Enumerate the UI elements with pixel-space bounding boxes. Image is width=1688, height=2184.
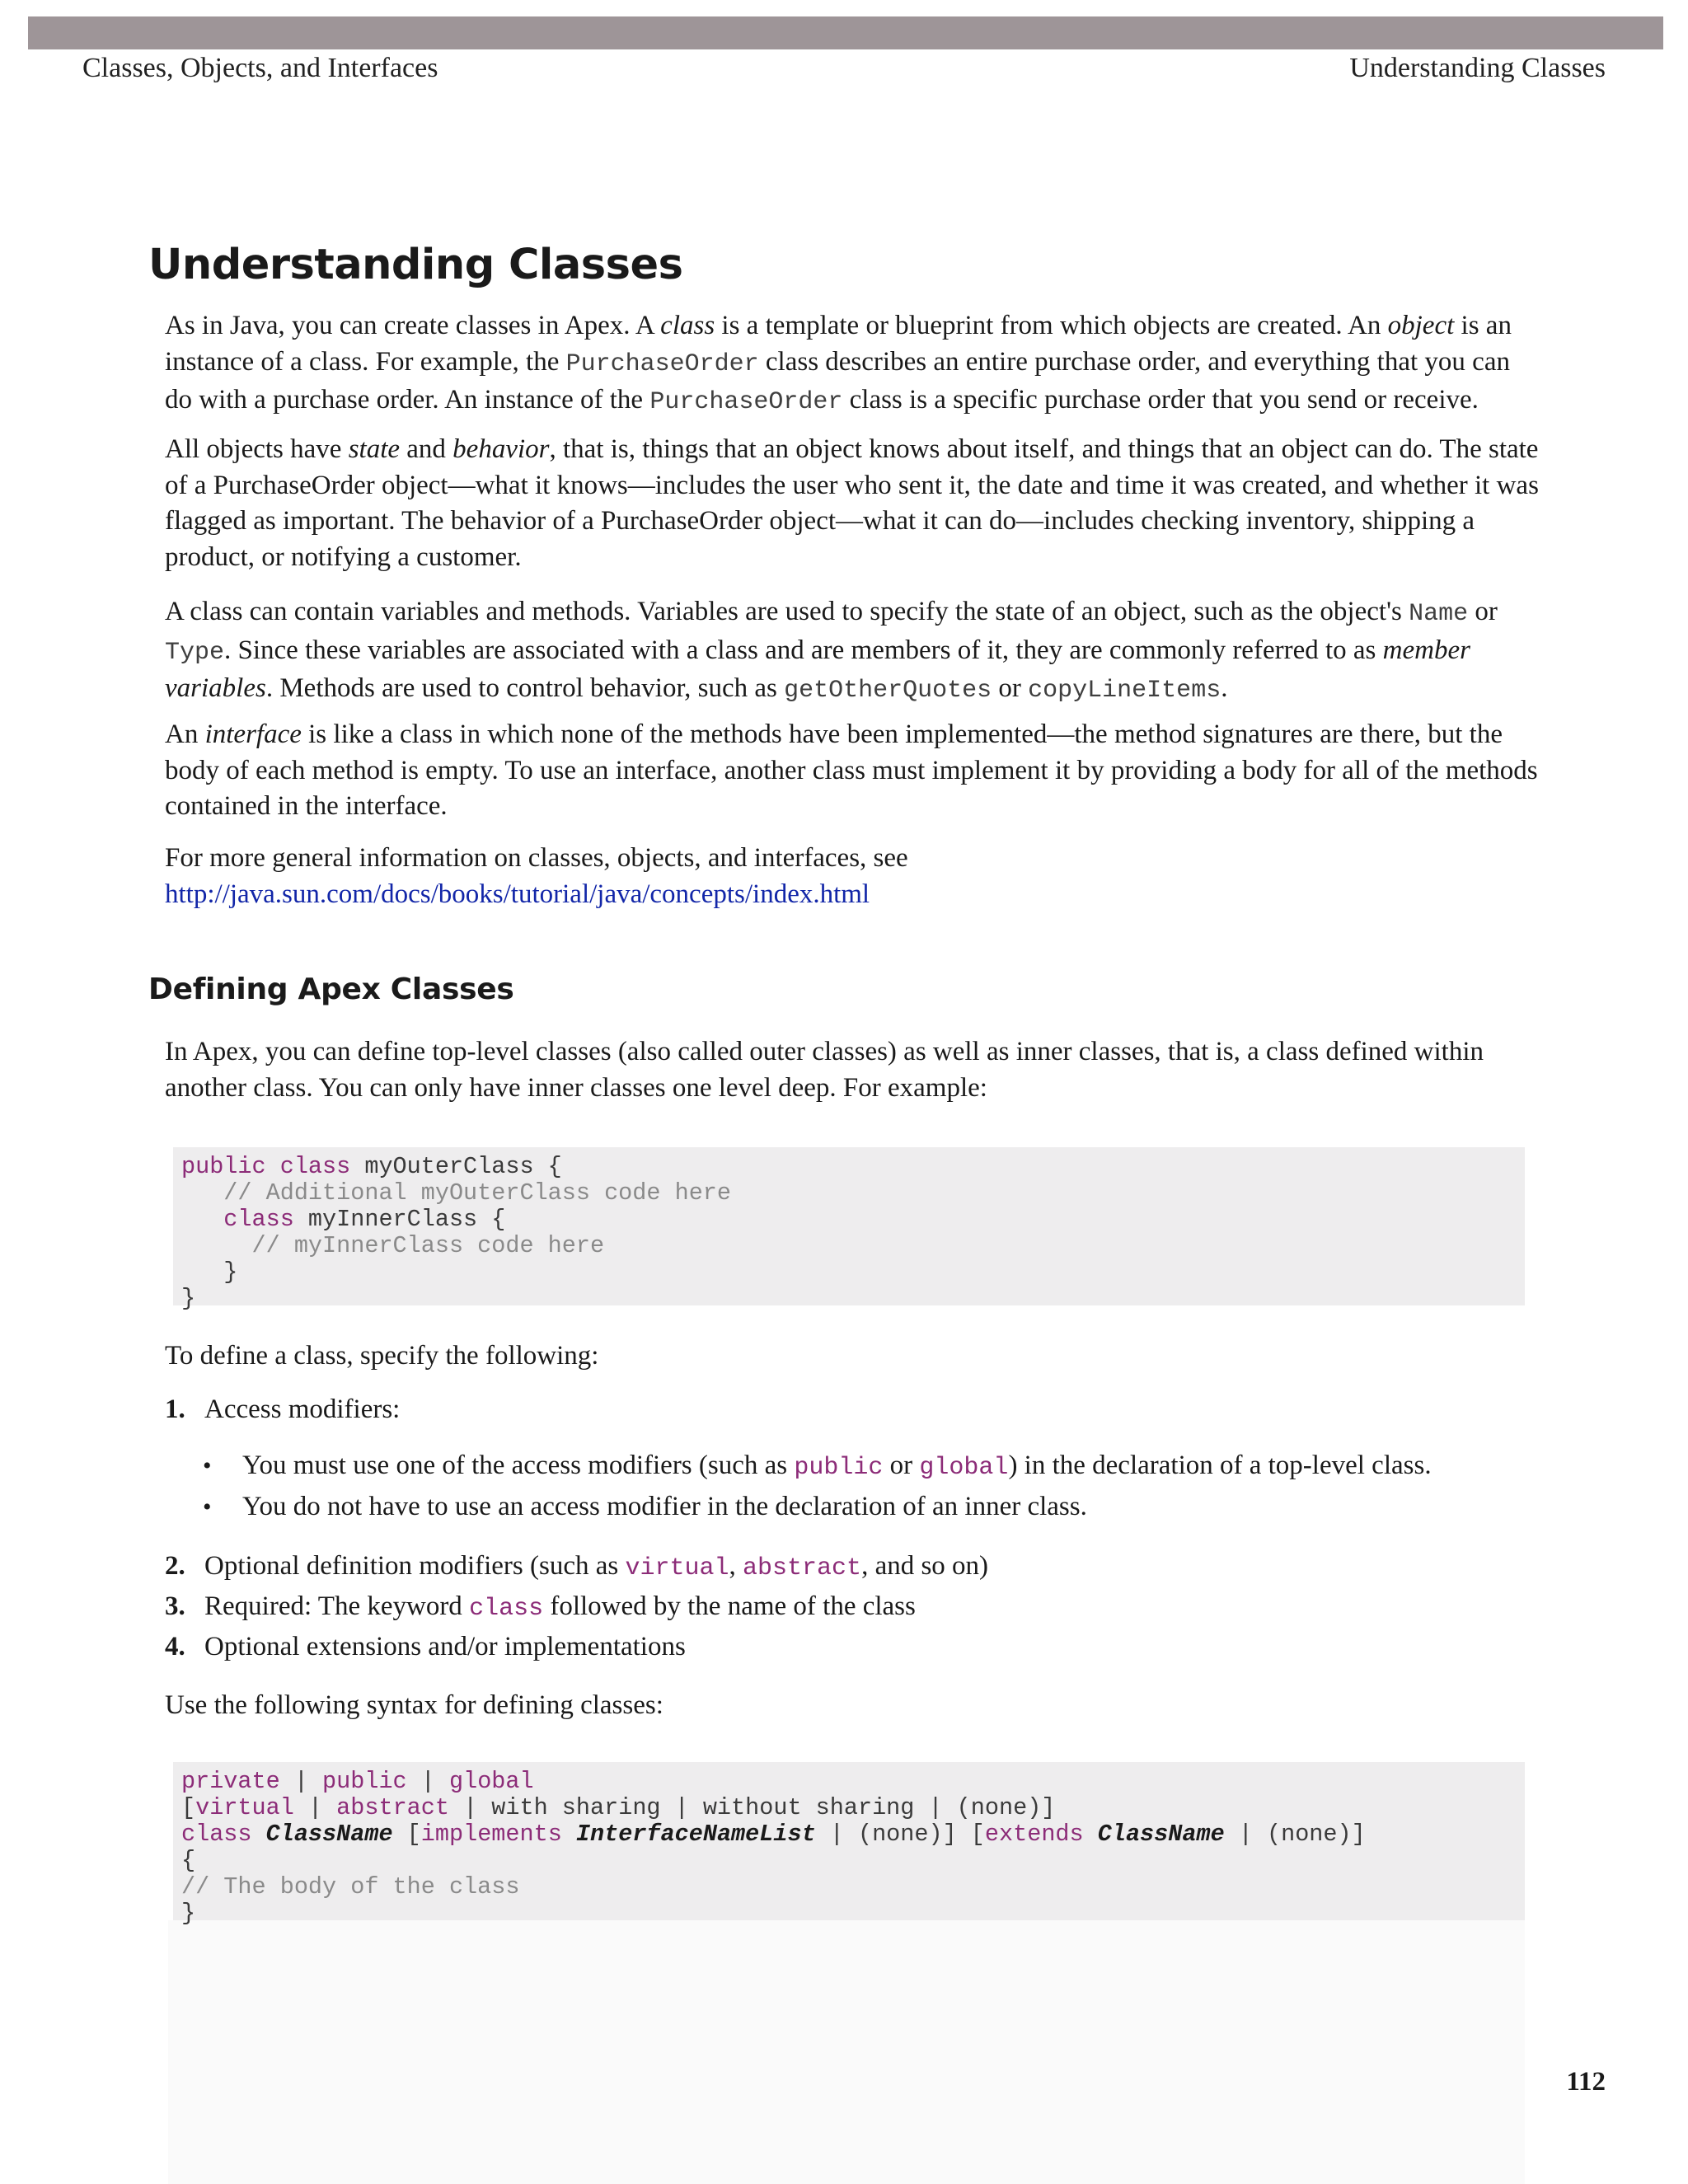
code-type: Type (165, 638, 225, 667)
code-sample-inner-class: public class myOuterClass { // Additional myOuterClass code here class myInnerClass { // myInnerClass code here } } (173, 1147, 1525, 1305)
list-number-4: 4. (165, 1632, 185, 1661)
emphasis-behavior: behavior (452, 434, 550, 464)
list-item-access-modifiers: Access modifiers: (204, 1394, 401, 1424)
defining-paragraph-2: To define a class, specify the following: (165, 1341, 599, 1371)
running-header-chapter: Classes, Objects, and Interfaces (82, 53, 438, 83)
code-purchaseorder-2: PurchaseOrder (649, 388, 843, 416)
section-heading-defining: Defining Apex Classes (148, 972, 514, 1006)
bullet-icon: • (203, 1493, 212, 1521)
intro-paragraph-3: A class can contain variables and methods. Variables are used to specify the state of an object, such as the object's Name or Type. Since these variables are associated with a class and are members of it, they are commonly referred to as member variables. Methods are used to control behavior, such as getOtherQuotes or copyLineItems. (165, 597, 1498, 705)
list-item-definition-modifiers: Optional definition modifiers (such as virtual, abstract, and so on) (204, 1551, 989, 1582)
emphasis-member-variables: member variables (165, 635, 1470, 703)
list-number-1: 1. (165, 1394, 185, 1424)
running-header-section: Understanding Classes (1349, 53, 1606, 83)
defining-paragraph-1: In Apex, you can define top-level classes (also called outer classes) as well as inner classes, that is, a class defined within another class. You can only have inner classes one level deep. For example: (165, 1037, 1484, 1103)
list-subitem-toplevel: You must use one of the access modifiers (such as public or global) in the declaration of a top-level class. (242, 1451, 1432, 1482)
list-item-extensions: Optional extensions and/or implementations (204, 1632, 686, 1661)
list-item-keyword-class: Required: The keyword class followed by the name of the class (204, 1591, 916, 1623)
bullet-icon: • (203, 1452, 212, 1479)
emphasis-interface: interface (204, 719, 302, 749)
list-number-3: 3. (165, 1591, 185, 1621)
intro-paragraph-2: All objects have state and behavior, that is, things that an object knows about itself, and things that an object can do. The state of a PurchaseOrder object—what it knows—includes the user who sent it, the date and time it was created, and whether it was flagged as important. The behavior of a PurchaseOrder object—what it can do—includes checking inventory, shipping a product, or notifying a customer. (165, 434, 1539, 572)
intro-paragraph-4: An interface is like a class in which none of the methods have been implemented—the method signatures are there, but the body of each method is empty. To use an interface, another class must implement it by providing a body for all of the methods contained in the interface. (165, 719, 1538, 821)
list-subitem-inner: You do not have to use an access modifier in the declaration of an inner class. (242, 1492, 1087, 1521)
code-copylineitems: copyLineItems (1028, 677, 1221, 705)
code-purchaseorder: PurchaseOrder (565, 349, 759, 378)
intro-paragraph-5: For more general information on classes, objects, and interfaces, see http://java.sun.com/docs/books/tutorial/java/concepts/index.html (165, 843, 908, 909)
list-number-2: 2. (165, 1551, 185, 1581)
code-getotherquotes: getOtherQuotes (784, 677, 992, 705)
top-color-bar (28, 16, 1663, 49)
emphasis-class: class (660, 311, 715, 340)
code-sample-syntax: private | public | global [virtual | abstract | with sharing | without sharing | (none)] class ClassName [implements InterfaceNameList | (none)] [extends ClassName | (none)] { // The body of the class } (173, 1762, 1525, 1920)
java-concepts-link[interactable]: http://java.sun.com/docs/books/tutorial/java/concepts/index.html (165, 879, 870, 909)
code-name: Name (1409, 600, 1469, 628)
emphasis-state: state (348, 434, 401, 464)
page-title: Understanding Classes (148, 241, 683, 289)
defining-paragraph-3: Use the following syntax for defining classes: (165, 1690, 663, 1720)
emphasis-object: object (1387, 311, 1455, 340)
intro-paragraph-1: As in Java, you can create classes in Apex. A class is a template or blueprint from which objects are created. An object is an instance of a class. For example, the PurchaseOrder class describes an entire purchase order, and everything that you can do with a purchase order. An instance of the PurchaseOrder class is a specific purchase order that you send or receive. (165, 311, 1512, 416)
page-bottom-shade (168, 1920, 1525, 2184)
page-number: 112 (1566, 2067, 1606, 2097)
